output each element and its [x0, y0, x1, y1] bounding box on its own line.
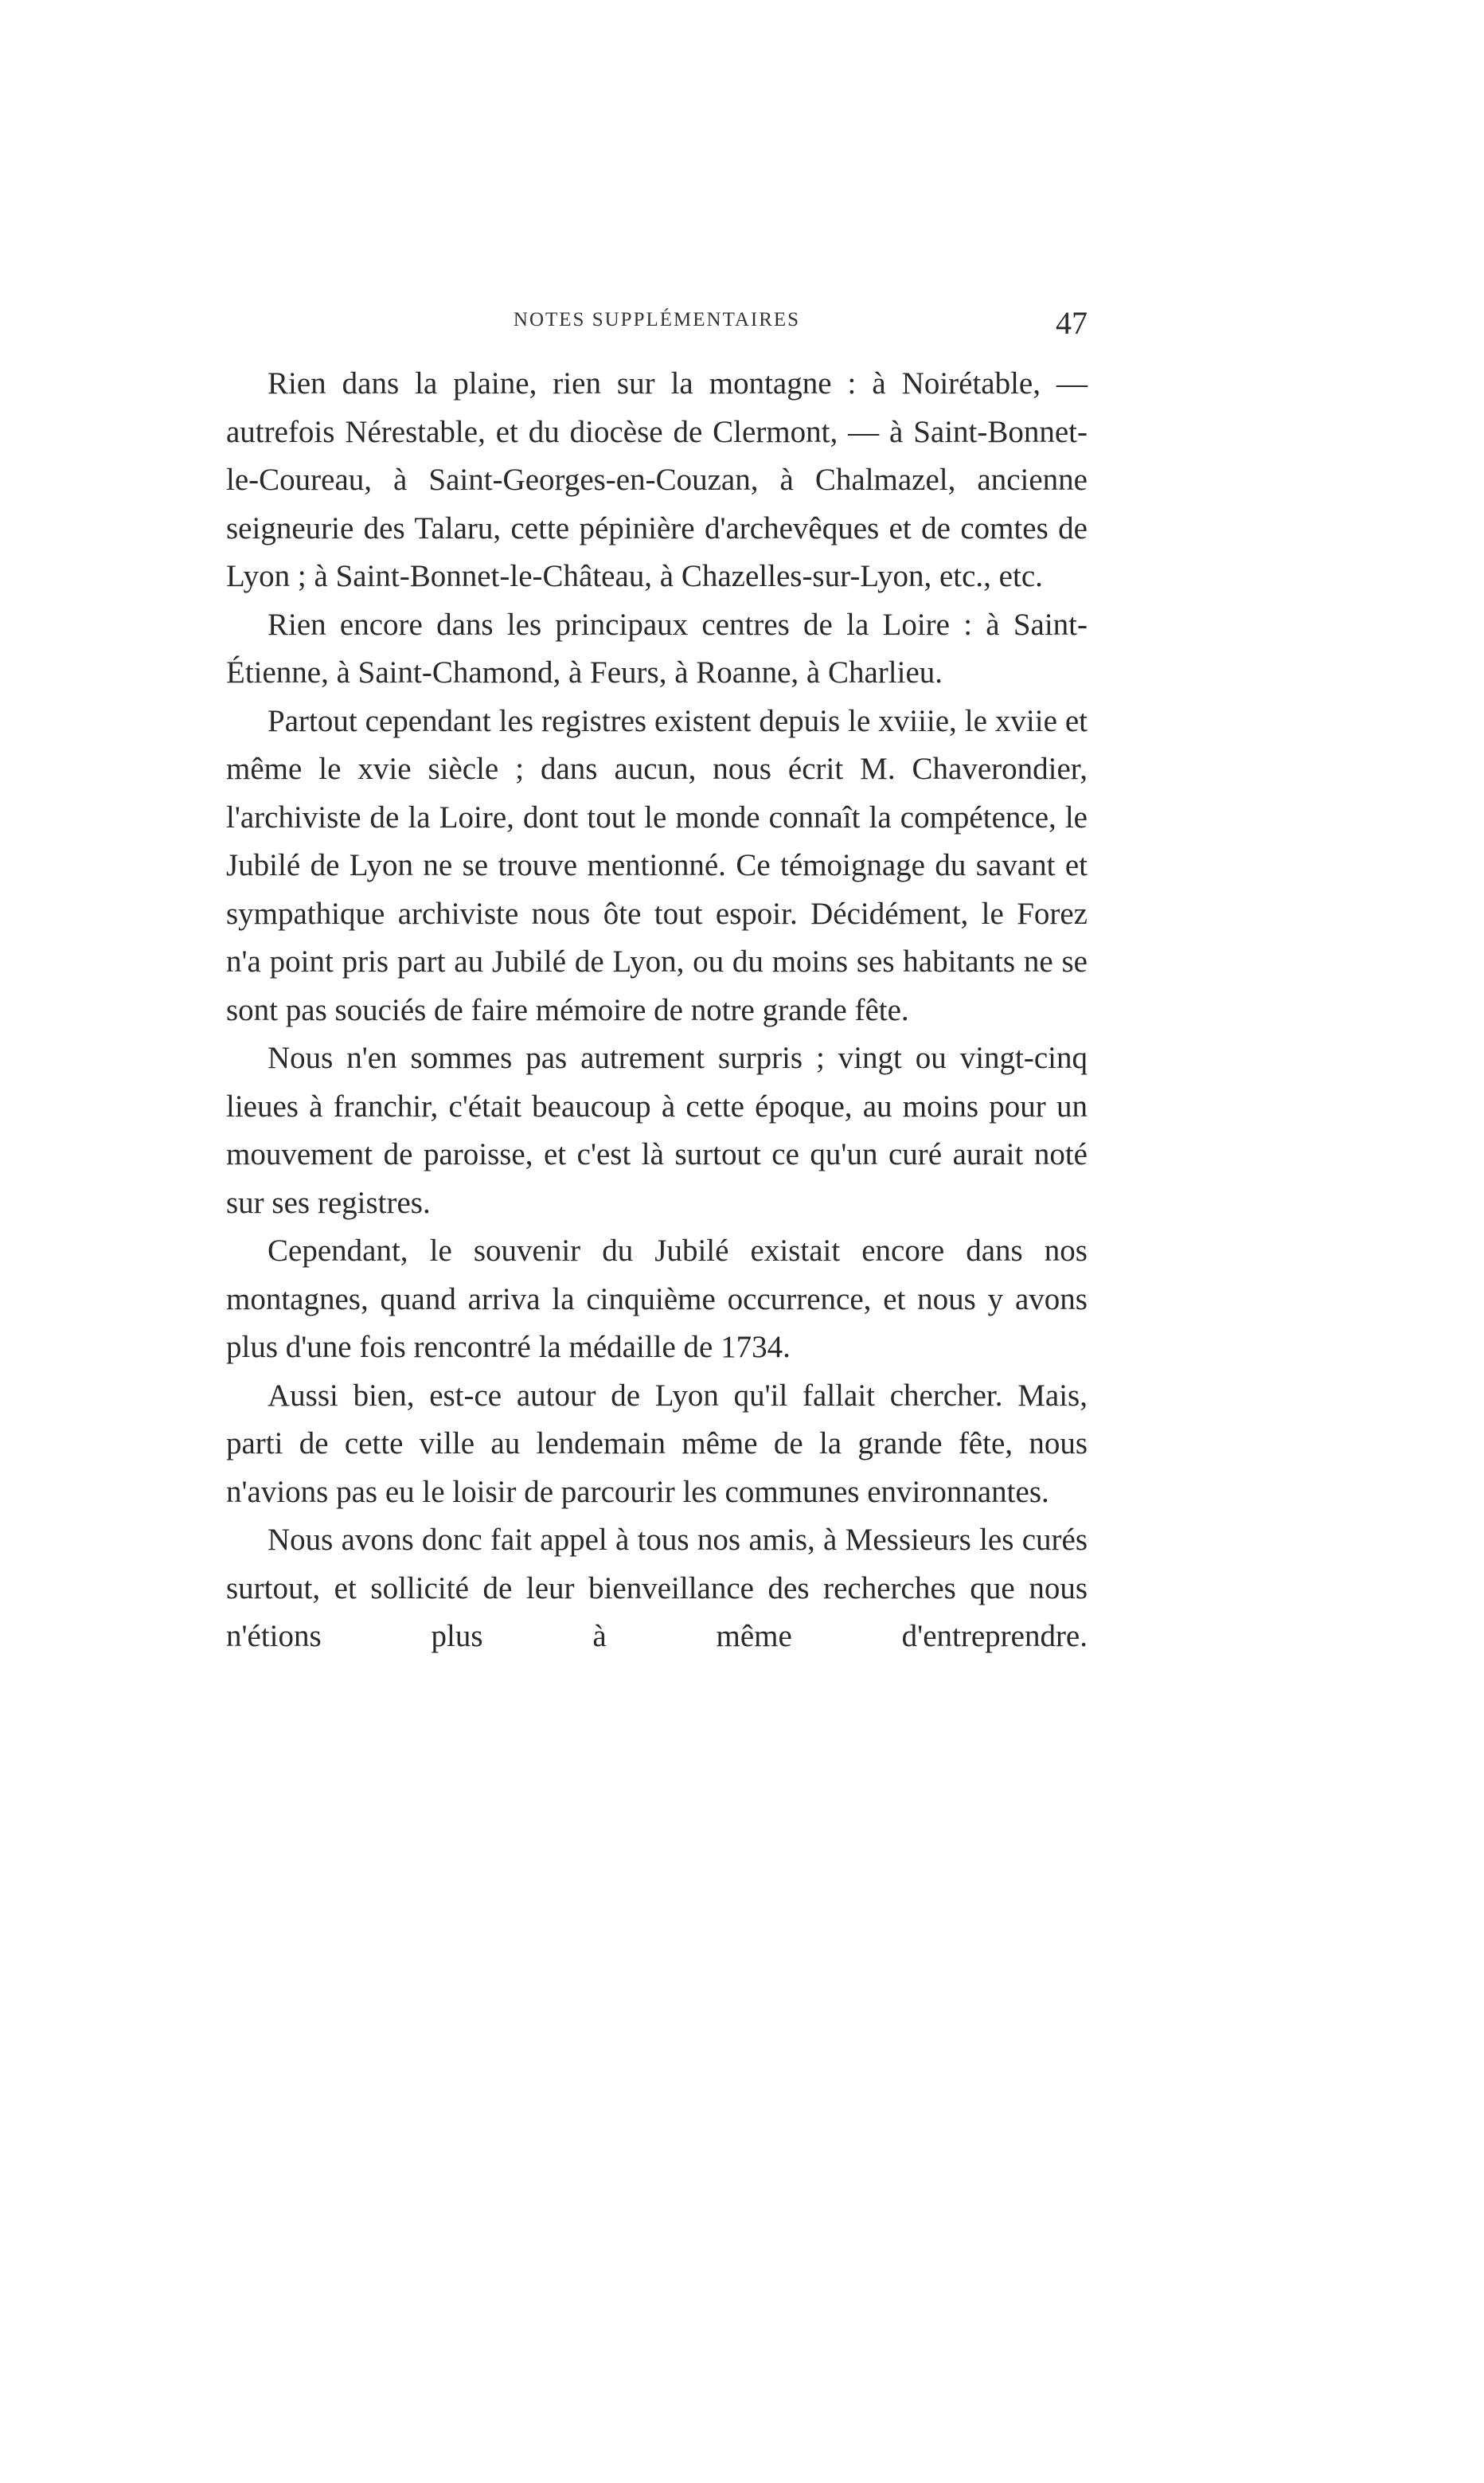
paragraph-7: Nous avons donc fait appel à tous nos amis, à Messieurs les curés surtout, et sollicité de leur bienveillance des recherches que nous n'étions plus à même d'entreprendre. [226, 1523, 1088, 1653]
paragraph-2: Rien encore dans les principaux centres de la Loire : à Saint-Étienne, à Saint-Chamond, à Feurs, à Roanne, à Charlieu. [226, 607, 1088, 690]
running-head: NOTES SUPPLÉMENTAIRES [513, 309, 801, 330]
page-number: 47 [1056, 305, 1088, 341]
paragraph-6: Aussi bien, est-ce autour de Lyon qu'il fallait chercher. Mais, parti de cette ville au lendemain même de la grande fête, nous n'avions pas eu le loisir de parcourir les communes environnantes. [226, 1378, 1088, 1509]
paragraph-5: Cependant, le souvenir du Jubilé existait encore dans nos montagnes, quand arriva la cinquième occurrence, et nous y avons plus d'une fois rencontré la médaille de 1734. [226, 1234, 1088, 1364]
body-text [226, 360, 1088, 1661]
paragraph-1: Rien dans la plaine, rien sur la montagne : à Noirétable, — autrefois Nérestable, et du diocèse de Clermont, — à Saint-Bonnet-le-Coureau, à Saint-Georges-en-Couzan, à Chalmazel, ancienne seigneurie des Talaru, cette pépinière d'archevêques et de comtes de Lyon ; à Saint-Bonnet-le-Château, à Chazelles-sur-Lyon, etc., etc. [226, 366, 1088, 593]
page-header [226, 304, 1088, 352]
paragraph-4: Nous n'en sommes pas autrement surpris ; vingt ou vingt-cinq lieues à franchir, c'était beaucoup à cette époque, au moins pour un mouvement de paroisse, et c'est là surtout ce qu'un curé aurait noté sur ses registres. [226, 1041, 1088, 1220]
paragraph-3: Partout cependant les registres existent depuis le xviiie, le xviie et même le xvie siècle ; dans aucun, nous écrit M. Chaverondier, l'archiviste de la Loire, dont tout le monde connaît la compétence, le Jubilé de Lyon ne se trouve mentionné. Ce témoignage du savant et sympathique archiviste nous ôte tout espoir. Décidément, le Forez n'a point pris part au Jubilé de Lyon, ou du moins ses habitants ne se sont pas souciés de faire mémoire de notre grande fête. [226, 703, 1088, 1027]
